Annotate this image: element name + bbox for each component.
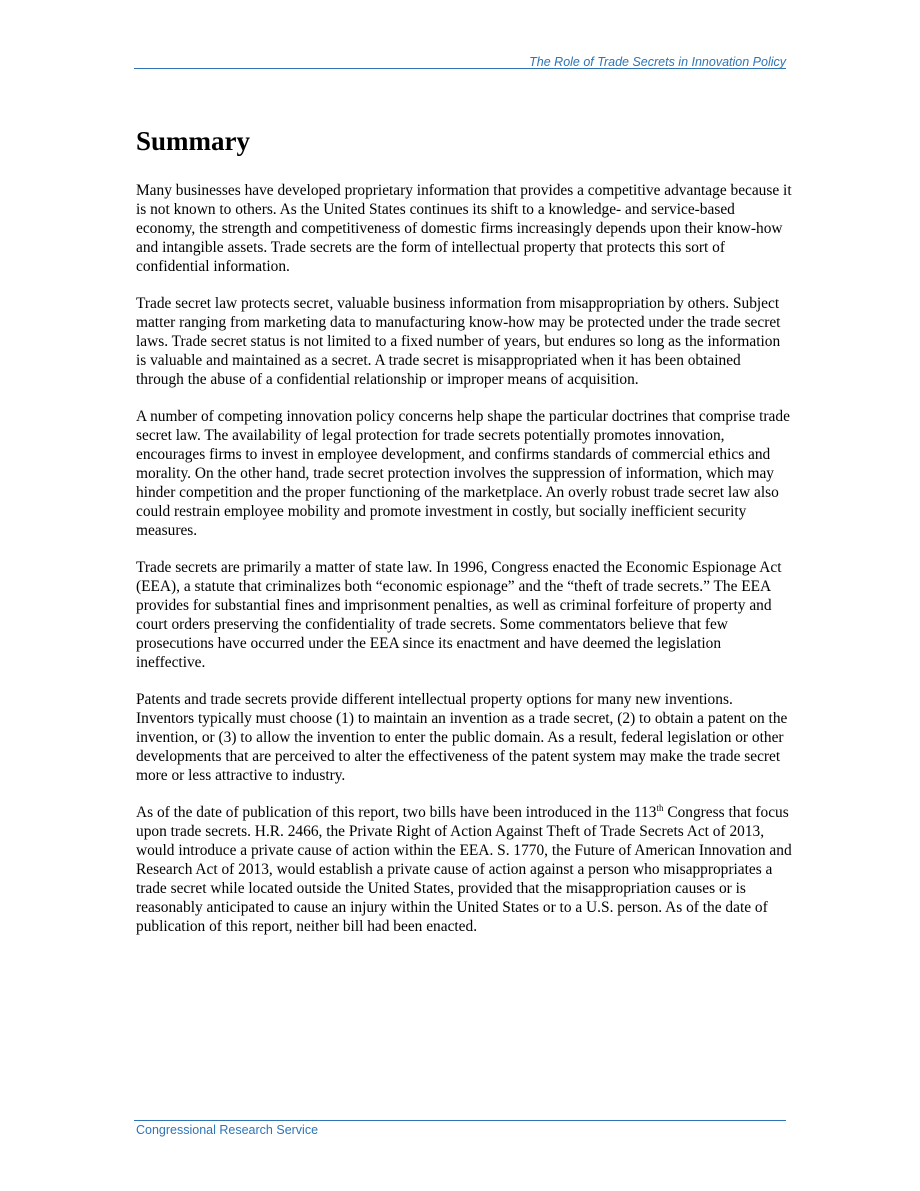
header-divider (134, 68, 786, 69)
summary-paragraph-2: Trade secret law protects secret, valuable business information from misappropriation by others. Subject matter ranging from marketing data to manufacturing know-how may be protected under the trade secret laws. Trade secret status is not limited to a fixed number of years, but endures so long as the information is valuable and maintained as a secret. A trade secret is misappropriated when it has been obtained through the abuse of a confidential relationship or improper means of acquisition. (136, 295, 781, 388)
summary-paragraph-5: Patents and trade secrets provide different intellectual property options for many new inventions. Inventors typically must choose (1) to maintain an invention as a trade secret, (2) to obtain a patent on the invention, or (3) to allow the invention to enter the public domain. As a result, federal legislation or other developments that are perceived to alter the effectiveness of the patent system may make the trade secret more or less attractive to industry. (136, 691, 788, 784)
paragraph-6-text-start: As of the date of publication of this report, two bills have been introduced in the 113 (136, 804, 657, 821)
page-content (136, 122, 792, 954)
ordinal-superscript: th (656, 802, 664, 813)
summary-paragraph-1: Many businesses have developed proprietary information that provides a competitive advantage because it is not known to others. As the United States continues its shift to a knowledge- and service-based economy, the strength and competitiveness of domestic firms increasingly depends upon their know-how and intangible assets. Trade secrets are the form of intellectual property that protects this sort of confidential information. (136, 182, 792, 275)
summary-paragraph-3: A number of competing innovation policy concerns help shape the particular doctrines that comprise trade secret law. The availability of legal protection for trade secrets potentially promotes innovation, encourages firms to invest in employee development, and confirms standards of commercial ethics and morality. On the other hand, trade secret protection involves the suppression of information, which may hinder competition and the proper functioning of the marketplace. An overly robust trade secret law also could restrain employee mobility and promote investment in costly, but socially inefficient security measures. (136, 408, 790, 539)
footer-divider (134, 1120, 786, 1121)
running-header-title: The Role of Trade Secrets in Innovation Policy (529, 55, 786, 69)
summary-paragraph-4: Trade secrets are primarily a matter of state law. In 1996, Congress enacted the Economic Espionage Act (EEA), a statute that criminalizes both “economic espionage” and the “theft of trade secrets.” The EEA provides for substantial fines and imprisonment penalties, as well as criminal forfeiture of property and court orders preserving the confidentiality of trade secrets. Some commentators believe that few prosecutions have occurred under the EEA since its enactment and have deemed the legislation ineffective. (136, 559, 782, 671)
summary-paragraph-6 (136, 803, 792, 936)
page-title: Summary (136, 126, 250, 156)
footer-organization: Congressional Research Service (136, 1123, 319, 1137)
paragraph-6-text-end: Congress that focus upon trade secrets. H.R. 2466, the Private Right of Action Against Theft of Trade Secrets Act of 2013, would introduce a private cause of action within the EEA. S. 1770, the Future of American Innovation and Research Act of 2013, would establish a private cause of action against a person who misappropriates a trade secret while located outside the United States, provided that the misappropriation causes or is reasonably anticipated to cause an injury within the United States or to a U.S. person. As of the date of publication of this report, neither bill had been enacted. (136, 804, 792, 935)
